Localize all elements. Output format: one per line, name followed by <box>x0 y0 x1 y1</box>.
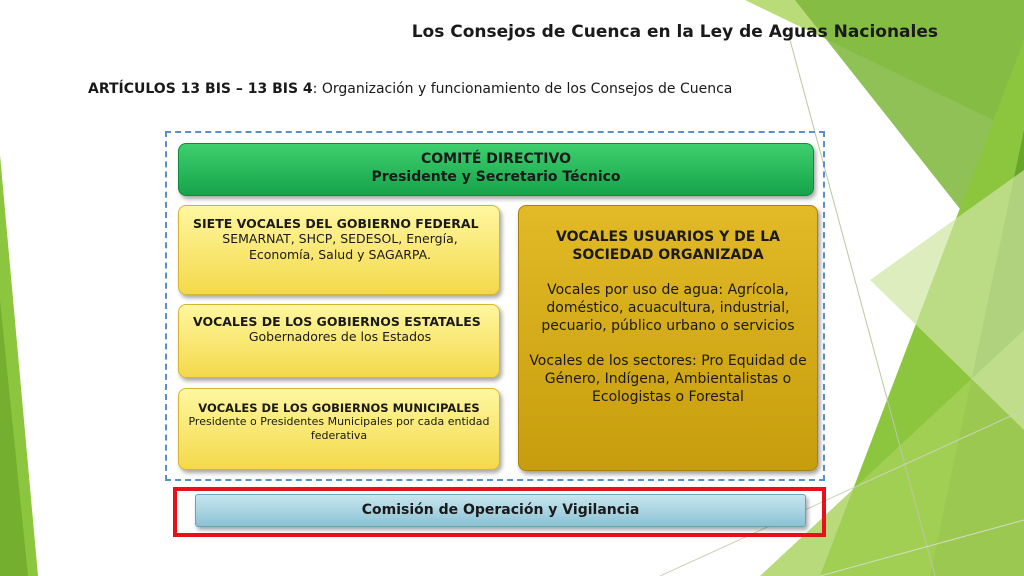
user-vocals-heading: VOCALES USUARIOS Y DE LA SOCIEDAD ORGANIZADA <box>556 229 780 263</box>
slide-subtitle <box>88 81 732 97</box>
user-vocals-box <box>518 205 818 471</box>
state-vocals-text: Gobernadores de los Estados <box>248 329 432 344</box>
committee-heading: COMITÉ DIRECTIVO <box>420 151 571 167</box>
municipal-vocals-heading: VOCALES DE LOS GOBIERNOS MUNICIPALES <box>198 401 480 415</box>
slide-title: Los Consejos de Cuenca en la Ley de Aguas Nacionales <box>411 22 938 42</box>
commission-box: Comisión de Operación y Vigilancia <box>195 494 806 527</box>
municipal-vocals-box <box>178 388 500 470</box>
sector-vocals-text: Vocales de los sectores: Pro Equidad de Género, Indígena, Ambientalistas o Ecologistas o Forestal <box>529 353 807 405</box>
water-use-vocals-text: Vocales por uso de agua: Agrícola, doméstico, acuacultura, industrial, pecuario, público urbano o servicios <box>541 282 795 334</box>
federal-vocals-box <box>178 205 500 295</box>
state-vocals-box <box>178 304 500 378</box>
federal-vocals-heading: SIETE VOCALES DEL GOBIERNO FEDERAL <box>193 216 479 231</box>
subtitle-articles: ARTÍCULOS 13 BIS – 13 BIS 4 <box>88 81 313 97</box>
committee-members: Presidente y Secretario Técnico <box>371 169 621 185</box>
committee-box <box>178 143 814 196</box>
federal-vocals-text: SEMARNAT, SHCP, SEDESOL, Energía, Economía, Salud y SAGARPA. <box>222 231 458 262</box>
municipal-vocals-text: Presidente o Presidentes Municipales por cada entidad federativa <box>188 415 490 442</box>
state-vocals-heading: VOCALES DE LOS GOBIERNOS ESTATALES <box>193 314 481 329</box>
subtitle-description: : Organización y funcionamiento de los Consejos de Cuenca <box>312 81 733 97</box>
